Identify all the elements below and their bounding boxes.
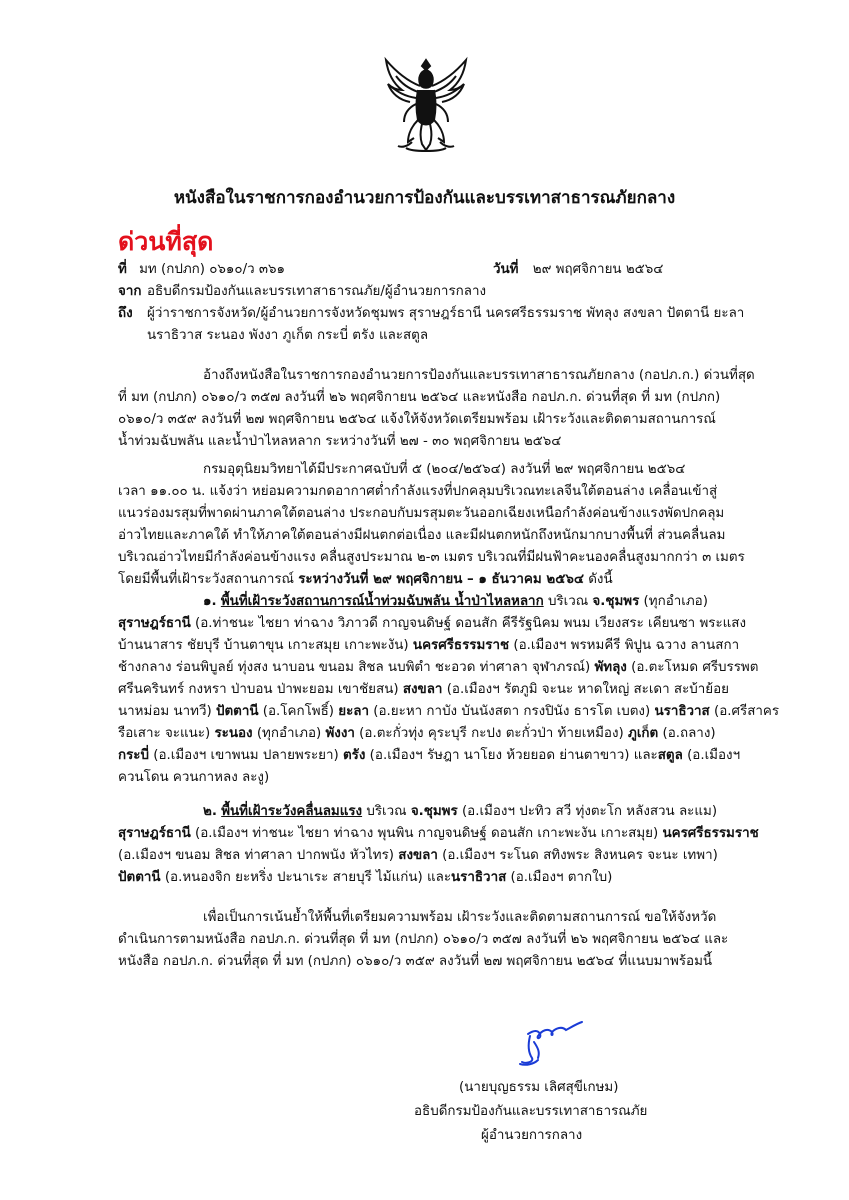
section-2-number: ๒. <box>203 804 217 819</box>
province-name: จ.ชุมพร <box>592 594 640 609</box>
closing-line: หนังสือ กอปภ.ก. ด่วนที่สุด ที่ มท (กปภก) ๐๖๑๐/ว ๓๕๙ ลงวันที่ ๒๗ พฤศจิกายน ๒๕๖๔ ที่แนบมาพร้อมนี้ <box>118 954 713 969</box>
text-run: (อ.เมืองฯ ท่าชนะ ไชยา ท่าฉาง พุนพิน กาญจนดิษฐ์ ดอนสัก เกาะพะงัน เกาะสมุย) <box>190 826 663 841</box>
province-name: นราธิวาส <box>451 870 507 885</box>
text-run: (อ.เมืองฯ <box>682 748 741 763</box>
province-name: สุราษฎร์ธานี <box>118 616 191 631</box>
section-1-line <box>118 682 729 698</box>
paragraph-2-line <box>118 572 613 588</box>
from-value: อธิบดีกรมป้องกันและบรรเทาสาธารณภัย/ผู้อำนวยการกลาง <box>147 284 487 299</box>
province-name: ภูเก็ต <box>628 726 659 741</box>
text-run: ศรีนครินทร์ กงหรา ป่าบอน ป่าพะยอม เขาชัยสน) <box>118 682 403 697</box>
text-run: (อ.เมืองฯ ขนอม สิชล ท่าศาลา ปากพนัง หัวไทร) <box>118 848 399 863</box>
province-name: พังงา <box>325 726 355 741</box>
province-name: ปัตตานี <box>118 870 161 885</box>
from-label: จาก <box>118 284 142 299</box>
closing-line: ดำเนินการตามหนังสือ กอปภ.ก. ด่วนที่สุด ที่ มท (กปภก) ๐๖๑๐/ว ๓๕๗ ลงวันที่ ๒๖ พฤศจิกายน ๒๕๖๔ และ <box>118 932 729 947</box>
watch-period: ระหว่างวันที่ ๒๙ พฤศจิกายน – ๑ ธันวาคม ๒๕๖๔ <box>298 572 584 587</box>
province-name: สงขลา <box>402 682 443 697</box>
text-run: (อ.ยะหา กาบัง บันนังสตา กรงปินัง ธารโต เบตง) <box>369 704 655 719</box>
province-name: นราธิวาส <box>654 704 710 719</box>
paragraph-2-line: แนวร่องมรสุมที่พาดผ่านภาคใต้ตอนล่าง ประกอบกับมรสุมตะวันออกเฉียงเหนือกำลังค่อนข้างแรงพัดปกคลุม <box>118 506 725 521</box>
to-label: ถึง <box>118 306 133 321</box>
province-name: นครศรีธรรมราช <box>412 638 510 653</box>
section-1-line <box>118 726 716 742</box>
text-run: (อ.เมืองฯ รัตภูมิ จะนะ หาดใหญ่ สะเดา สะบ้าย้อย <box>442 682 730 697</box>
section-2-line <box>118 826 759 842</box>
text-run: (อ.ท่าชนะ ไชยา ท่าฉาง วิภาวดี กาญจนดิษฐ์ ดอนสัก คีรีรัฐนิคม พนม เวียงสระ เคียนซา พระแสง <box>190 616 746 631</box>
text-run: (อ.เมืองฯ พรหมคีรี พิปูน ฉวาง ลานสกา <box>509 638 740 653</box>
text-run: (อ.ถลาง) <box>658 726 716 741</box>
text-run: (ทุกอำเภอ) <box>252 726 326 741</box>
text-run: บริเวณ <box>362 804 411 819</box>
province-name: นครศรีธรรมราช <box>662 826 759 841</box>
section-1-line <box>118 616 746 632</box>
watch-period-intro: โดยมีพื้นที่เฝ้าระวังสถานการณ์ <box>118 572 299 587</box>
section-1-line <box>118 638 739 654</box>
section-1-line <box>203 594 708 610</box>
paragraph-2-line: เวลา ๑๑.๐๐ น. แจ้งว่า หย่อมความกดอากาศต่ำกำลังแรงที่ปกคลุมบริเวณทะเลจีนใต้ตอนล่าง เคลื่อนเข้าสู่ <box>118 484 718 499</box>
section-1-line <box>118 660 758 676</box>
section-2-heading: พื้นที่เฝ้าระวังคลื่นลมแรง <box>221 804 363 819</box>
signatory-role: ผู้อำนวยการกลาง <box>481 1128 583 1143</box>
province-name: ระนอง <box>214 726 253 741</box>
date-label: วันที่ <box>493 262 519 277</box>
text-run: (อ.เมืองฯ ระโนด สทิงพระ สิงหนคร จะนะ เทพา) <box>437 848 718 863</box>
text-run: (อ.โคกโพธิ์) <box>258 704 339 719</box>
garuda-emblem-icon <box>376 56 476 156</box>
text-run: (ทุกอำเภอ) <box>639 594 708 609</box>
section-1-line <box>118 704 779 720</box>
section-2-line <box>203 804 717 820</box>
text-run: (อ.เมืองฯ รัษฎา นาโยง ห้วยยอด ย่านตาขาว) และ <box>365 748 658 763</box>
paragraph-1-line: ๐๖๑๐/ว ๓๕๙ ลงวันที่ ๒๗ พฤศจิกายน ๒๕๖๔ แจ้งให้จังหวัดเตรียมพร้อม เฝ้าระวังและติดตามสถานการณ์ <box>118 412 716 427</box>
province-name: สุราษฎร์ธานี <box>118 826 191 841</box>
text-run: บ้านนาสาร ชัยบุรี บ้านตาขุน เกาะสมุย เกาะพะงัน) <box>118 638 413 653</box>
to-value-line-1: ผู้ว่าราชการจังหวัด/ผู้อำนวยการจังหวัดชุมพร สุราษฎร์ธานี นครศรีธรรมราช พัทลุง สงขลา ปัตตานี ยะลา <box>147 306 745 321</box>
watch-period-suffix: ดังนี้ <box>583 572 613 587</box>
province-name: จ.ชุมพร <box>410 804 458 819</box>
province-name: ตรัง <box>342 748 366 763</box>
province-name: สตูล <box>657 748 683 763</box>
to-line <box>118 306 133 322</box>
section-1-heading: พื้นที่เฝ้าระวังสถานการณ์น้ำท่วมฉับพลัน น้ำป่าไหลหลาก <box>220 594 544 609</box>
from-line <box>118 284 141 300</box>
province-name: กระบี่ <box>118 748 149 763</box>
paragraph-2-line: บริเวณอ่าวไทยมีกำลังค่อนข้างแรง คลื่นสูงประมาณ ๒-๓ เมตร บริเวณที่มีฝนฟ้าคะนองคลื่นสูงมากกว่า ๓ เมตร <box>118 550 745 565</box>
paragraph-1-line: น้ำท่วมฉับพลัน และน้ำป่าไหลหลาก ระหว่างวันที่ ๒๗ - ๓๐ พฤศจิกายน ๒๕๖๔ <box>118 434 562 449</box>
text-run: รือเสาะ จะแนะ) <box>118 726 215 741</box>
section-2-line <box>118 870 612 886</box>
date-line <box>493 262 663 278</box>
province-name: สงขลา <box>398 848 438 863</box>
paragraph-1-line: อ้างถึงหนังสือในราชการกองอำนวยการป้องกันและบรรเทาสาธารณภัยกลาง (กอปภ.ก.) ด่วนที่สุด <box>203 368 755 383</box>
signatory-name: (นายบุญธรรม เลิศสุขีเกษม) <box>459 1080 619 1095</box>
province-name: ยะลา <box>338 704 370 719</box>
paragraph-1-line: ที่ มท (กปภก) ๐๖๑๐/ว ๓๕๗ ลงวันที่ ๒๖ พฤศจิกายน ๒๕๖๔ และหนังสือ กอปภ.ก. ด่วนที่สุด ที่ มท (กปภก) <box>118 390 721 405</box>
reference-line <box>118 262 285 278</box>
closing-line: เพื่อเป็นการเน้นย้ำให้พื้นที่เตรียมความพร้อม เฝ้าระวังและติดตามสถานการณ์ ขอให้จังหวัด <box>203 910 717 925</box>
text-run: (อ.ศรีสาคร <box>709 704 780 719</box>
reference-label: ที่ <box>118 262 127 277</box>
text-run: นาหม่อม นาทวี) <box>118 704 216 719</box>
section-1-line: ควนโดน ควนกาหลง ละงู) <box>118 770 270 785</box>
text-run: ช้างกลาง ร่อนพิบูลย์ ทุ่งสง นาบอน ขนอม สิชล นบพิตำ ชะอวด ท่าศาลา จุฬาภรณ์) <box>118 660 595 675</box>
province-name: พัทลุง <box>594 660 627 675</box>
urgency-label: ด่วนที่สุด <box>118 227 214 256</box>
section-2-line <box>118 848 718 864</box>
paragraph-2-line: อ่าวไทยและภาคใต้ ทำให้ภาคใต้ตอนล่างมีฝนตกต่อเนื่อง และมีฝนตกหนักถึงหนักมากบางพื้นที่ ส่วนคลื่นลม <box>118 528 726 543</box>
text-run: บริเวณ <box>543 594 593 609</box>
to-value-line-2: นราธิวาส ระนอง พังงา ภูเก็ต กระบี่ ตรัง และสตูล <box>147 328 429 343</box>
section-1-line <box>118 748 740 764</box>
text-run: (อ.ตะโหมด ศรีบรรพต <box>626 660 759 675</box>
text-run: (อ.เมืองฯ ตากใบ) <box>506 870 613 885</box>
text-run: (อ.เมืองฯ เขาพนม ปลายพระยา) <box>149 748 343 763</box>
paragraph-2-line: กรมอุตุนิยมวิทยาได้มีประกาศฉบับที่ ๕ (๒๐๔/๒๕๖๔) ลงวันที่ ๒๙ พฤศจิกายน ๒๕๖๔ <box>203 462 686 477</box>
province-name: ปัตตานี <box>215 704 259 719</box>
section-1-number: ๑. <box>203 594 217 609</box>
text-run: (อ.หนองจิก ยะหริ่ง ปะนาเระ สายบุรี ไม้แก่น) และ <box>160 870 452 885</box>
date-value: ๒๙ พฤศจิกายน ๒๕๖๔ <box>532 262 664 277</box>
signatory-position: อธิบดีกรมป้องกันและบรรเทาสาธารณภัย <box>414 1104 648 1119</box>
reference-number: มท (กปภก) ๐๖๑๐/ว ๓๖๑ <box>139 262 286 277</box>
signature-mark <box>508 1012 584 1068</box>
document-title: หนังสือในราชการกองอำนวยการป้องกันและบรรเทาสาธารณภัยกลาง <box>173 188 676 208</box>
text-run: (อ.เมืองฯ ปะทิว สวี ทุ่งตะโก หลังสวน ละแม) <box>457 804 718 819</box>
text-run: (อ.ตะกั่วทุ่ง คุระบุรี กะปง ตะกั่วป่า ท้ายเหมือง) <box>354 726 628 741</box>
